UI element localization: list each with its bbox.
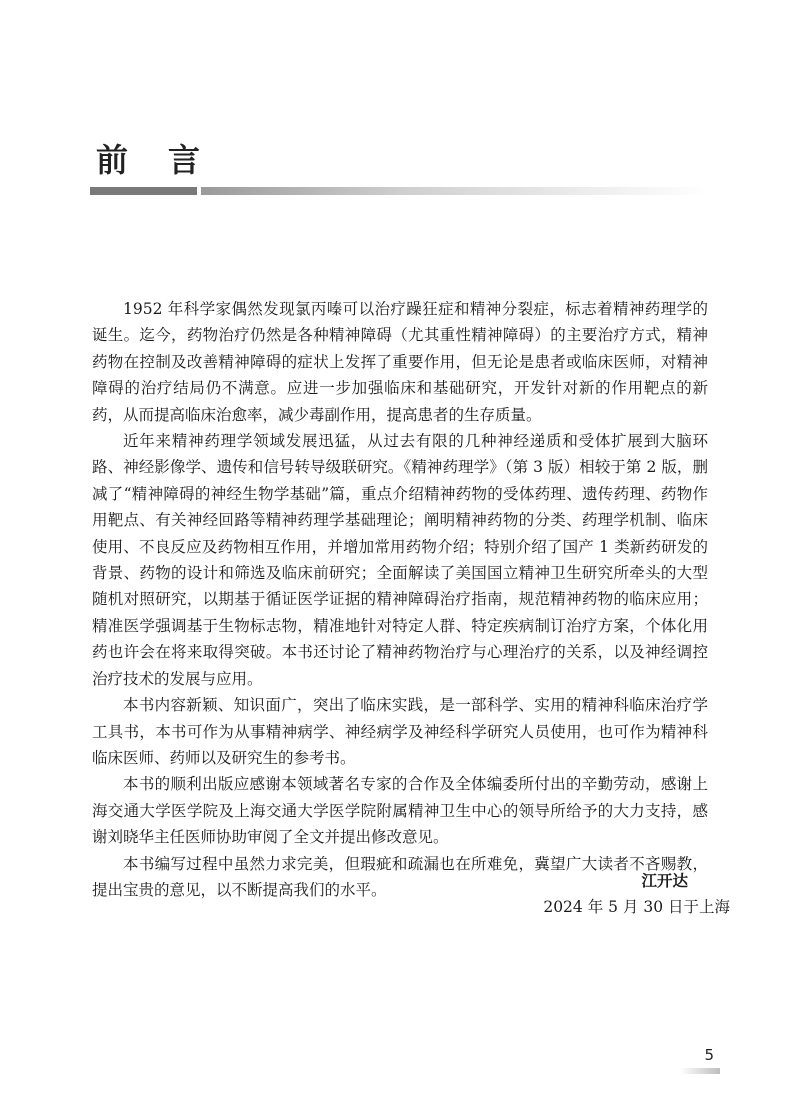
paragraph-3: 本书内容新颖、知识面广，突出了临床实践，是一部科学、实用的精神科临床治疗学工具书，本书可作为从事精神病学、神经病学及神经科学研究人员使用，也可作为精神科临床医师、药师以及研究生的参考书。 xyxy=(92,696,708,767)
paragraph-4: 本书的顺利出版应感谢本领域著名专家的合作及全体编委所付出的辛勤劳动，感谢上海交通大学医学院及上海交通大学医学院附属精神卫生中心的领导所给予的大力支持，感谢刘晓华主任医师协助审阅了全文并提出修改意见。 xyxy=(92,775,708,847)
paragraph-2: 近年来精神药理学领域发展迅猛，从过去有限的几种神经递质和受体扩展到大脑环路、神经影像学、遗传和信号转导级联研究。《精神药理学》（第 3 版）相较于第 2 版，删减了“精神障碍的神经生物学基础”篇，重点介绍精神药物的受体药理、遗传药理、药物作用靶点、有关神经回路等精神药理学基础理论；阐明精神药物的分类、药理学机制、临床使用、不良反应及药物相互作用，并增加常用药物介绍；特别介绍了国产 1 类新药研发的背景、药物的设计和筛选及临床前研究；全面解读了美国国立精神卫生研究所牵头的大型随机对照研究，以期基于循证医学证据的精神障碍治疗指南，规范精神药物的临床应用；精准医学强调基于生物标志物，精准地针对特定人群、特定疾病制订治疗方案，个体化用药也许会在将来取得突破。本书还讨论了精神药物治疗与心理治疗的关系，以及神经调控治疗技术的发展与应用。 xyxy=(92,432,708,688)
signature-block xyxy=(543,868,730,920)
signature-date-place: 2024 年 5 月 30 日于上海 xyxy=(543,898,730,916)
title-bar-dark-segment xyxy=(90,187,197,195)
footer-decorative-bar xyxy=(680,1068,720,1074)
title-underline-bar xyxy=(90,187,710,195)
paragraph-1: 1952 年科学家偶然发现氯丙嗪可以治疗躁狂症和精神分裂症，标志着精神药理学的诞生。迄今，药物治疗仍然是各种精神障碍（尤其重性精神障碍）的主要治疗方式，精神药物在控制及改善精神障碍的症状上发挥了重要作用，但无论是患者或临床医师，对精神障碍的治疗结局仍不满意。应进一步加强临床和基础研究，开发针对新的作用靶点的新药，从而提高临床治愈率，减少毒副作用，提高患者的生存质量。 xyxy=(92,300,708,424)
title-bar-gradient-segment xyxy=(201,187,710,195)
preface-body xyxy=(92,296,708,903)
author-name: 江开达 xyxy=(641,872,688,890)
page-title: 前言 xyxy=(96,141,241,179)
page-number: 5 xyxy=(704,1046,714,1064)
paragraph-5: 本书编写过程中虽然力求完美，但瑕疵和疏漏也在所难免，冀望广大读者不吝赐教，提出宝贵的意见，以不断提高我们的水平。 xyxy=(92,854,708,899)
